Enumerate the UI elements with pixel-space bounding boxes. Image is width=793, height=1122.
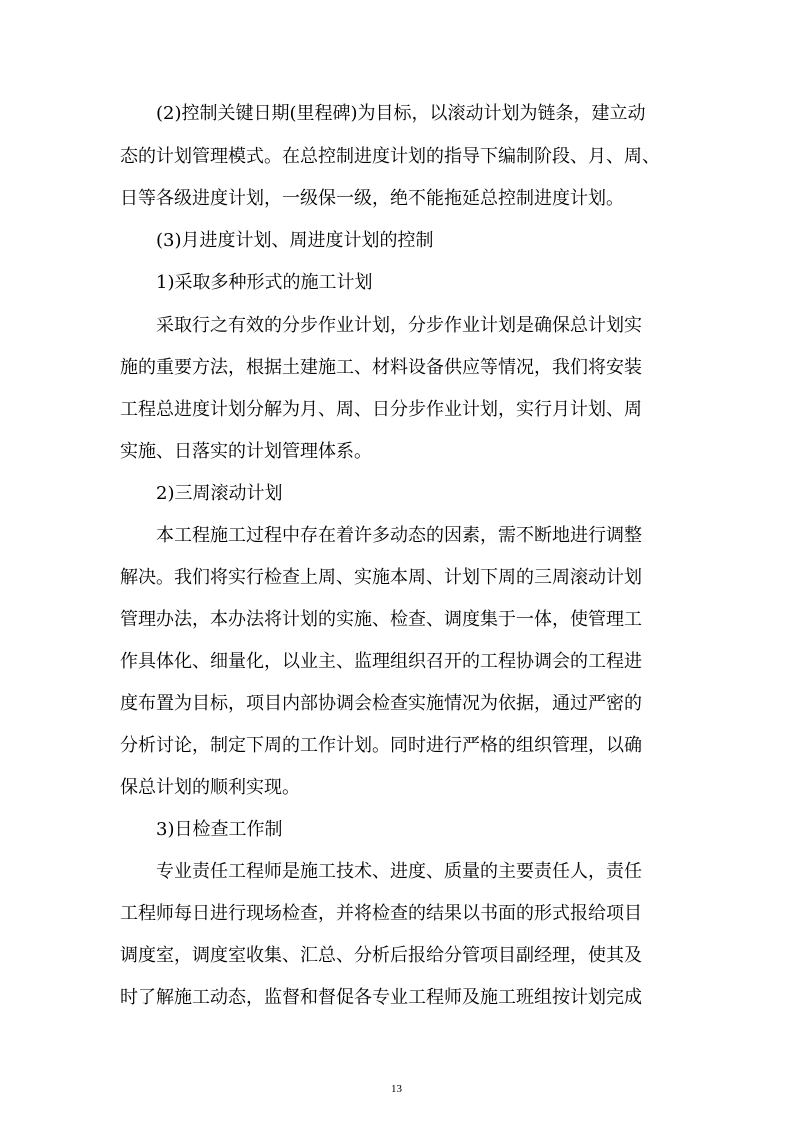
subsection-heading: 1)采取多种形式的施工计划	[156, 272, 373, 293]
text-line: 管理办法，本办法将计划的实施、检查、调度集于一体，使管理工	[120, 609, 642, 630]
subsection-heading: 3)日检查工作制	[156, 819, 283, 840]
text-line: 专业责任工程师是施工技术、进度、质量的主要责任人，责任	[156, 861, 642, 882]
text-line: (2)控制关键日期(里程碑)为目标，以滚动计划为链条，建立动	[156, 103, 646, 124]
subsection-heading: 2)三周滚动计划	[156, 483, 283, 504]
text-line: 采取行之有效的分步作业计划，分步作业计划是确保总计划实	[156, 315, 642, 336]
section-heading: (3)月进度计划、周进度计划的控制	[156, 230, 434, 251]
text-line: 态的计划管理模式。在总控制进度计划的指导下编制阶段、月、周、	[120, 146, 660, 167]
text-line: 作具体化、细量化，以业主、监理组织召开的工程协调会的工程进	[120, 651, 642, 672]
text-line: 工程师每日进行现场检查，并将检查的结果以书面的形式报给项目	[120, 903, 642, 924]
page-number: 13	[391, 1083, 402, 1095]
text-line: 施的重要方法，根据土建施工、材料设备供应等情况，我们将安装	[120, 357, 642, 378]
text-line: 分析讨论，制定下周的工作计划。同时进行严格的组织管理，以确	[120, 735, 642, 756]
text-line: 调度室，调度室收集、汇总、分析后报给分管项目副经理，使其及	[120, 945, 642, 966]
text-line: 本工程施工过程中存在着许多动态的因素，需不断地进行调整	[156, 525, 642, 546]
text-line: 工程总进度计划分解为月、周、日分步作业计划，实行月计划、周	[120, 399, 642, 420]
text-line: 日等各级进度计划，一级保一级，绝不能拖延总控制进度计划。	[120, 188, 624, 209]
text-line: 解决。我们将实行检查上周、实施本周、计划下周的三周滚动计划	[120, 567, 642, 588]
text-line: 时了解施工动态，监督和督促各专业工程师及施工班组按计划完成	[120, 987, 642, 1008]
text-line: 实施、日落实的计划管理体系。	[120, 441, 372, 462]
text-line: 保总计划的顺利实现。	[120, 777, 300, 798]
text-line: 度布置为目标，项目内部协调会检查实施情况为依据，通过严密的	[120, 693, 642, 714]
